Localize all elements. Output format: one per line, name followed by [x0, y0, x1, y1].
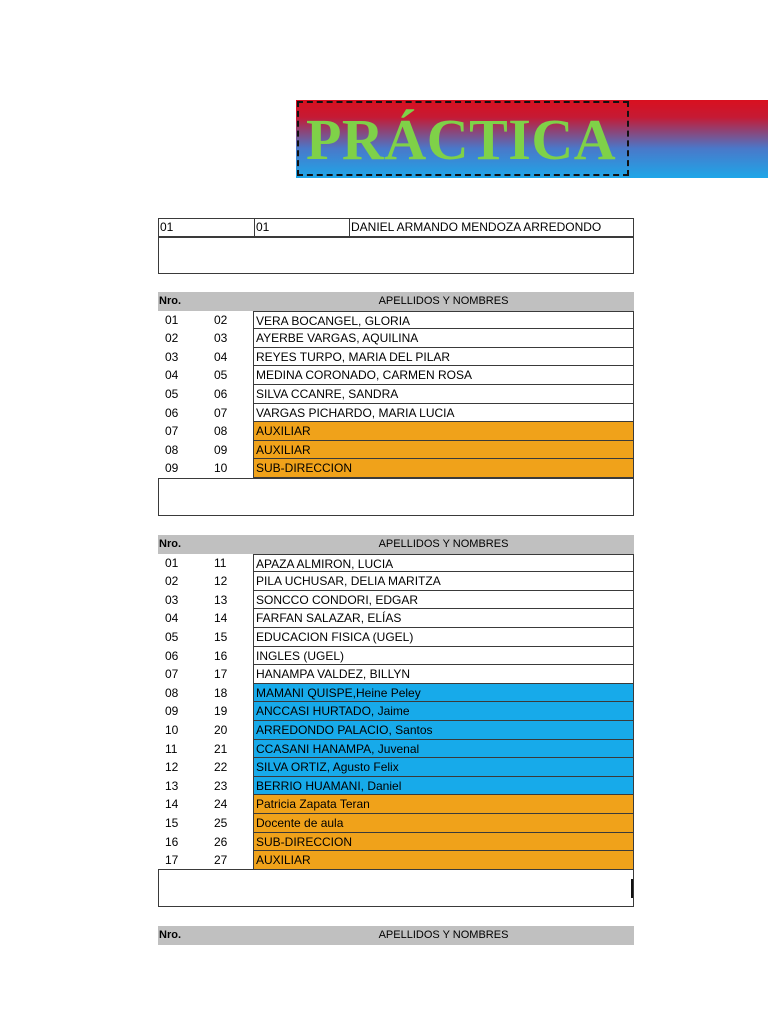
table-row[interactable] — [158, 740, 634, 759]
row-code: 08 — [214, 424, 228, 439]
table-row[interactable] — [158, 684, 634, 703]
row-code: 03 — [214, 331, 228, 346]
row-number: 04 — [165, 611, 179, 626]
row-number: 04 — [165, 368, 179, 383]
row-number: 06 — [165, 405, 179, 420]
table-row[interactable] — [158, 647, 634, 666]
row-number: 14 — [165, 797, 179, 812]
row-name: ANCCASI HURTADO, Jaime — [253, 702, 634, 721]
row-name: SILVA ORTIZ, Agusto Felix — [253, 758, 634, 777]
table-row[interactable] — [158, 311, 634, 330]
header-nro: Nro. — [159, 538, 181, 550]
row-number: 09 — [165, 704, 179, 719]
row-number: 01 — [165, 312, 179, 327]
row-number: 17 — [165, 853, 179, 868]
table-row[interactable] — [158, 422, 634, 441]
row-name: AUXILIAR — [253, 441, 634, 460]
row-name: SUB-DIRECCION — [253, 833, 634, 852]
row-code: 14 — [214, 611, 228, 626]
header-names: APELLIDOS Y NOMBRES — [378, 929, 509, 941]
table-row[interactable] — [158, 814, 634, 833]
table-row[interactable] — [158, 851, 634, 870]
row-code: 13 — [214, 592, 228, 607]
header-nro: Nro. — [159, 295, 181, 307]
row-code: 10 — [214, 461, 228, 476]
table-header — [158, 926, 634, 945]
row-code: 04 — [214, 349, 228, 364]
header-names: APELLIDOS Y NOMBRES — [378, 538, 509, 550]
table-row[interactable] — [158, 665, 634, 684]
row-code: 26 — [214, 834, 228, 849]
table-row[interactable] — [158, 554, 634, 573]
row-number: 10 — [165, 722, 179, 737]
table-row[interactable] — [158, 833, 634, 852]
staff-table-2 — [158, 535, 634, 870]
row-name: SILVA CCANRE, SANDRA — [253, 385, 634, 404]
row-code: 17 — [214, 667, 228, 682]
row-name: HANAMPA VALDEZ, BILLYN — [253, 665, 634, 684]
row-name: MAMANI QUISPE,Heine Peley — [253, 684, 634, 703]
row-number: 12 — [165, 760, 179, 775]
row-number: 13 — [165, 778, 179, 793]
row-number: 16 — [165, 834, 179, 849]
row-code: 27 — [214, 853, 228, 868]
row-number: 03 — [165, 592, 179, 607]
table-row[interactable] — [158, 348, 634, 367]
row-number: 15 — [165, 815, 179, 830]
row-name: AUXILIAR — [253, 422, 634, 441]
row-code: 07 — [214, 405, 228, 420]
row-code: 24 — [214, 797, 228, 812]
row-code: 22 — [214, 760, 228, 775]
staff-table-1 — [158, 292, 634, 478]
table-header — [158, 292, 634, 311]
table-row[interactable] — [158, 591, 634, 610]
table-row[interactable] — [158, 702, 634, 721]
row-name: CCASANI HANAMPA, Juvenal — [253, 740, 634, 759]
row-code: 09 — [214, 442, 228, 457]
top-row-name: DANIEL ARMANDO MENDOZA ARREDONDO — [351, 220, 602, 234]
row-number: 07 — [165, 424, 179, 439]
table-row[interactable] — [158, 795, 634, 814]
row-name: MEDINA CORONADO, CARMEN ROSA — [253, 366, 634, 385]
row-code: 06 — [214, 386, 228, 401]
top-info-row — [158, 218, 634, 237]
row-name: INGLES (UGEL) — [253, 647, 634, 666]
row-code: 23 — [214, 778, 228, 793]
table-row[interactable] — [158, 459, 634, 478]
row-number: 07 — [165, 667, 179, 682]
table-row[interactable] — [158, 404, 634, 423]
row-name: Patricia Zapata Teran — [253, 795, 634, 814]
table-row[interactable] — [158, 572, 634, 591]
table-row[interactable] — [158, 758, 634, 777]
row-number: 11 — [165, 741, 178, 756]
row-number: 05 — [165, 629, 179, 644]
row-name: PILA UCHUSAR, DELIA MARITZA — [253, 572, 634, 591]
row-code: 21 — [214, 741, 228, 756]
row-code: 15 — [214, 629, 228, 644]
row-number: 02 — [165, 574, 179, 589]
row-name: APAZA ALMIRON, LUCIA — [253, 554, 634, 573]
row-name: SONCCO CONDORI, EDGAR — [253, 591, 634, 610]
row-code: 02 — [214, 312, 228, 327]
row-number: 05 — [165, 386, 179, 401]
row-number: 02 — [165, 331, 179, 346]
row-name: AUXILIAR — [253, 851, 634, 870]
row-name: VERA BOCANGEL, GLORIA — [253, 311, 634, 330]
row-number: 03 — [165, 349, 179, 364]
row-number: 01 — [165, 555, 179, 570]
row-code: 20 — [214, 722, 228, 737]
table-row[interactable] — [158, 777, 634, 796]
table-row[interactable] — [158, 441, 634, 460]
row-name: Docente de aula — [253, 814, 634, 833]
row-name: EDUCACION FISICA (UGEL) — [253, 628, 634, 647]
row-number: 08 — [165, 442, 179, 457]
row-code: 25 — [214, 815, 228, 830]
table-row[interactable] — [158, 721, 634, 740]
row-name: ARREDONDO PALACIO, Santos — [253, 721, 634, 740]
empty-box-1 — [158, 237, 634, 274]
top-row-col1: 01 — [160, 220, 174, 234]
row-code: 05 — [214, 368, 228, 383]
text-cursor — [631, 879, 633, 898]
header-nro: Nro. — [159, 929, 181, 941]
table-row[interactable] — [158, 329, 634, 348]
row-name: FARFAN SALAZAR, ELÍAS — [253, 609, 634, 628]
row-code: 18 — [214, 685, 228, 700]
row-name: SUB-DIRECCION — [253, 459, 634, 478]
row-code: 11 — [214, 555, 227, 570]
row-name: VARGAS PICHARDO, MARIA LUCIA — [253, 404, 634, 423]
row-name: REYES TURPO, MARIA DEL PILAR — [253, 348, 634, 367]
empty-box-3 — [158, 869, 634, 907]
table-row[interactable] — [158, 366, 634, 385]
header-names: APELLIDOS Y NOMBRES — [378, 295, 509, 307]
row-code: 12 — [214, 574, 228, 589]
row-code: 19 — [214, 704, 228, 719]
table-row[interactable] — [158, 628, 634, 647]
row-name: AYERBE VARGAS, AQUILINA — [253, 329, 634, 348]
page-title: PRÁCTICA — [306, 107, 617, 172]
row-number: 06 — [165, 648, 179, 663]
table-header — [158, 535, 634, 554]
row-number: 09 — [165, 461, 179, 476]
row-code: 16 — [214, 648, 228, 663]
staff-table-3 — [158, 926, 634, 945]
row-name: BERRIO HUAMANI, Daniel — [253, 777, 634, 796]
table-row[interactable] — [158, 609, 634, 628]
row-number: 08 — [165, 685, 179, 700]
top-row-col2: 01 — [256, 220, 270, 234]
table-row[interactable] — [158, 385, 634, 404]
empty-box-2 — [158, 478, 634, 516]
